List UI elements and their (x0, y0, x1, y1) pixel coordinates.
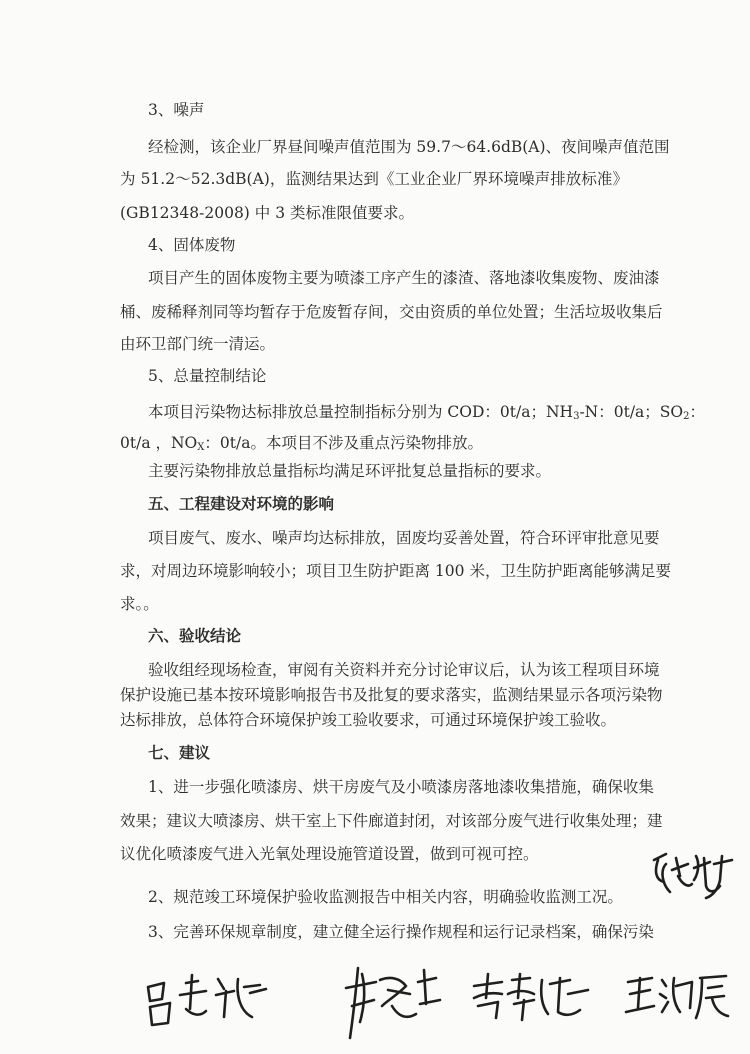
handwritten-signature (468, 968, 598, 1032)
noise-text-line: (GB12348-2008) 中 3 类标准限值要求。 (120, 204, 415, 222)
total-control-text: ：0t/a。本项目不涉及重点污染物排放。 (204, 434, 483, 452)
handwritten-signature (622, 968, 732, 1028)
total-control-text: -N：0t/a；SO (579, 403, 684, 421)
total-control-text-line (120, 433, 483, 458)
solid-waste-text-line: 桶、废稀释剂同等均暂存于危废暂存间，交由资质的单位处置；生活垃圾收集后 (120, 303, 663, 321)
solid-waste-text-line: 项目产生的固体废物主要为喷漆工序产生的漆渣、落地漆收集废物、废油漆 (148, 269, 660, 287)
total-control-text-line (148, 402, 705, 427)
section6-text-line: 保护设施已基本按环境影响报告书及批复的要求落实，监测结果显示各项污染物 (120, 686, 663, 704)
section5-text-line: 项目废气、废水、噪声均达标排放，固废均妥善处置，符合环评审批意见要 (148, 529, 660, 547)
subscript: 3 (573, 411, 580, 422)
total-control-text: 0t/a ，NO (120, 434, 198, 452)
section7-text-line: 3、完善环保规章制度，建立健全运行操作规程和运行记录档案，确保污染 (148, 923, 654, 941)
section5-text-line: 求。。 (120, 595, 159, 613)
section6-text-line: 验收组经现场检查，审阅有关资料并充分讨论审议后，认为该工程项目环境 (148, 661, 660, 679)
handwritten-signature (648, 840, 738, 914)
section6-text-line: 达标排放，总体符合环境保护竣工验收要求，可通过环境保护竣工验收。 (120, 711, 617, 729)
section7-text-line: 2、规范竣工环境保护验收监测报告中相关内容，明确验收监测工况。 (148, 888, 623, 906)
section7-text-line: 议优化喷漆废气进入光氧处理设施管道设置，做到可视可控。 (120, 845, 539, 863)
solid-waste-text-line: 由环卫部门统一清运。 (120, 335, 276, 353)
section5-heading: 五、工程建设对环境的影响 (148, 495, 335, 513)
section7-text-line: 效果；建议大喷漆房、烘干室上下件廊道封闭，对该部分废气进行收集处理；建 (120, 812, 663, 830)
section7-heading: 七、建议 (148, 744, 211, 762)
handwritten-signature (340, 960, 450, 1054)
subscript: X (197, 442, 205, 453)
solid-waste-heading: 4、固体废物 (148, 236, 236, 254)
total-control-text: 本项目污染物达标排放总量控制指标分别为 COD：0t/a；NH (148, 403, 574, 421)
noise-heading: 3、噪声 (148, 101, 205, 119)
total-control-heading: 5、总量控制结论 (148, 367, 267, 385)
subscript: 2 (683, 411, 690, 422)
section7-text-line: 1、进一步强化喷漆房、烘干房废气及小喷漆房落地漆收集措施，确保收集 (148, 778, 654, 796)
section6-heading: 六、验收结论 (148, 627, 242, 645)
total-control-text: ： (689, 403, 706, 421)
handwritten-signature (140, 965, 280, 1039)
noise-text-line: 经检测，该企业厂界昼间噪声值范围为 59.7～64.6dB(A)、夜间噪声值范围 (148, 138, 670, 156)
section5-text-line: 求，对周边环境影响较小；项目卫生防护距离 100 米，卫生防护距离能够满足要 (120, 562, 671, 580)
noise-text-line: 为 51.2～52.3dB(A)，监测结果达到《工业企业厂界环境噪声排放标准》 (120, 170, 628, 188)
total-control-text-line: 主要污染物排放总量指标均满足环评批复总量指标的要求。 (148, 462, 552, 480)
